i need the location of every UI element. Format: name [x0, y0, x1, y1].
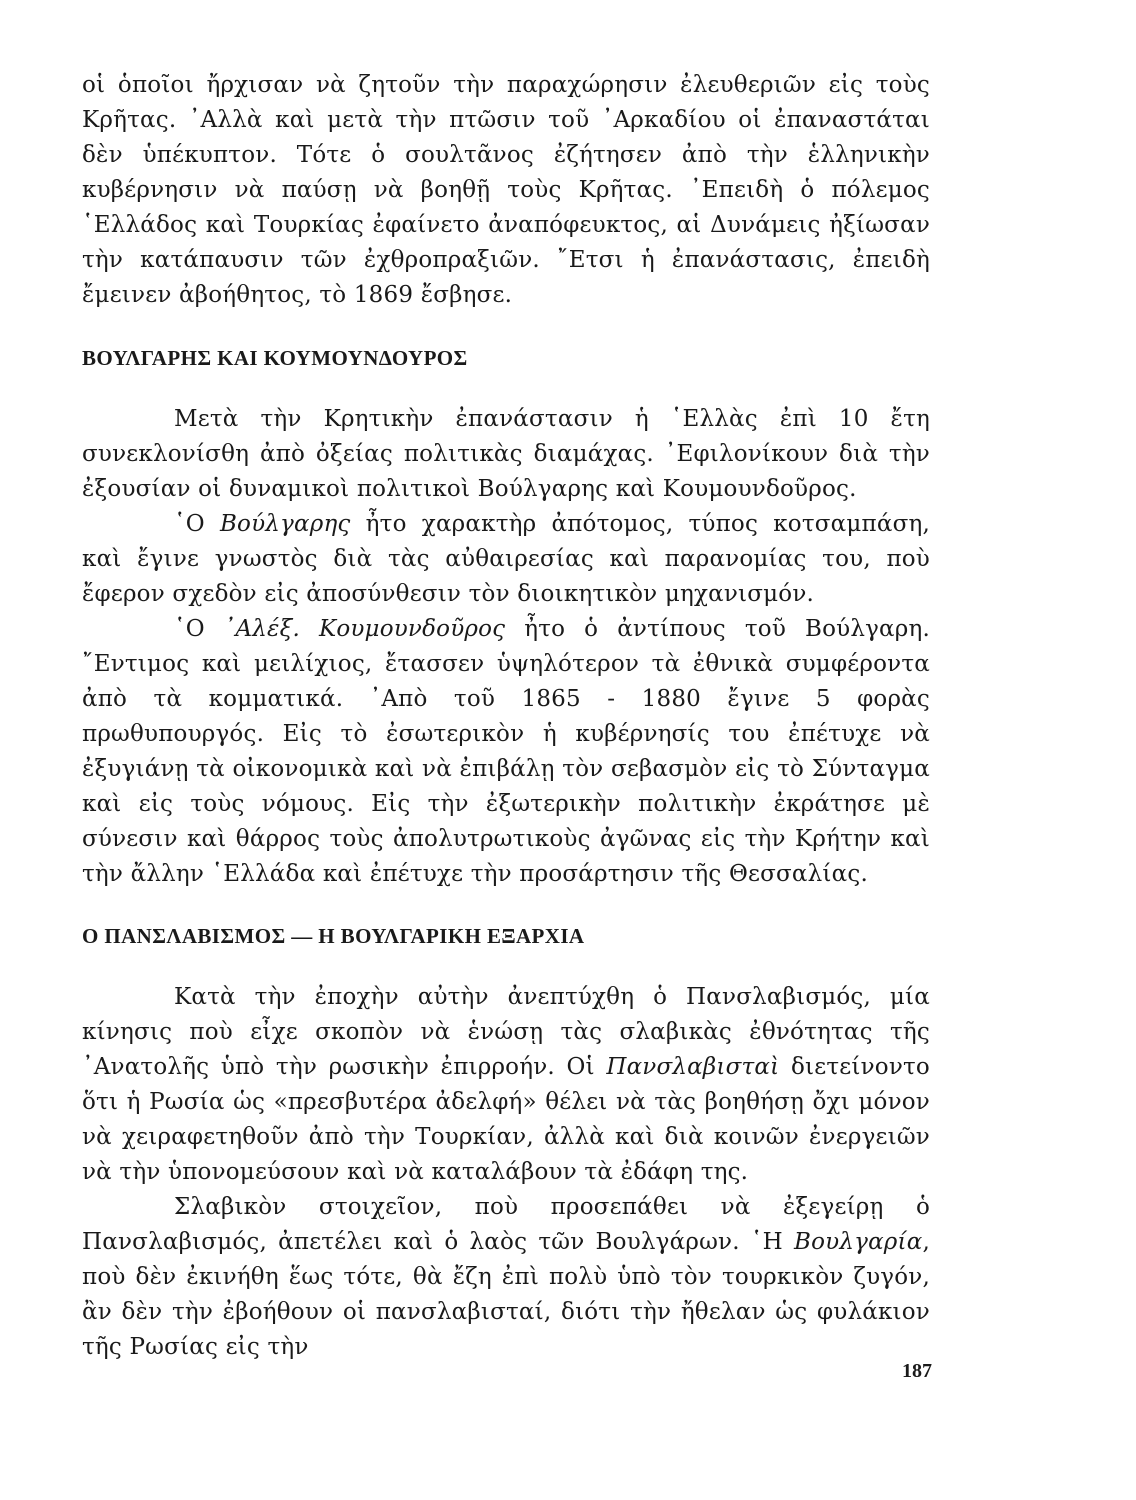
page-number: 187: [902, 1360, 932, 1382]
paragraph-5-italic-term: Πανσλαβισταὶ: [606, 1054, 780, 1080]
paragraph-4-start: ῾Ο: [174, 616, 224, 642]
paragraph-5-start: Κατὰ τὴν ἐποχὴν αὐτὴν ἀνεπτύχθη ὁ Πανσλαβισμός, μία κίνησις ποὺ εἶχε σκοπὸν νὰ ἑνώσῃ τὰς σλαβικὰς ἐθνότητας τῆς ᾿Ανατολῆς ὑπὸ τὴν ρωσικὴν ἐπιρροήν. Οἱ: [82, 984, 930, 1080]
paragraph-3-start: ῾Ο: [174, 511, 220, 537]
paragraph-2: Μετὰ τὴν Κρητικὴν ἐπανάστασιν ἡ ῾Ελλὰς ἐπὶ 10 ἔτη συνεκλονίσθη ἀπὸ ὀξείας πολιτικὰς διαμάχας. ᾿Εφιλονίκουν διὰ τὴν ἐξουσίαν οἱ δυναμικοὶ πολιτικοὶ Βούλγαρης καὶ Κουμουνδοῦρος.: [82, 406, 930, 502]
paragraph-6-italic-term: Βουλγαρία: [794, 1229, 923, 1255]
paragraph-3-italic-name: Βούλγαρης: [219, 511, 351, 537]
paragraph-5: [82, 980, 930, 1190]
section-heading-voulgaris-koumoundouros: ΒΟΥΛΓΑΡΗΣ ΚΑΙ ΚΟΥΜΟΥΝΔΟΥΡΟΣ: [82, 346, 468, 370]
paragraph-6-rest: , ποὺ δὲν ἐκινήθη ἕως τότε, θὰ ἔζη ἐπὶ πολὺ ὑπὸ τὸν τουρκικὸν ζυγόν, ἂν δὲν τὴν ἐβοήθουν οἱ πανσλαβισταί, διότι τὴν ἤθελαν ὡς φυλάκιον τῆς Ρωσίας εἰς τὴν: [82, 1229, 930, 1360]
paragraph-4-italic-name: ᾿Αλέξ. Κουμουνδοῦρος: [223, 616, 506, 642]
section-heading-panslavism: Ο ΠΑΝΣΛΑΒΙΣΜΟΣ — Η ΒΟΥΛΓΑΡΙΚΗ ΕΞΑΡΧΙΑ: [82, 924, 585, 948]
paragraph-6-start: Σλαβικὸν στοιχεῖον, ποὺ προσεπάθει νὰ ἐξεγείρῃ ὁ Πανσλαβισμός, ἀπετέλει καὶ ὁ λαὸς τῶν Βουλγάρων. ῾Η: [82, 1194, 930, 1255]
paragraph-1: οἱ ὁποῖοι ἤρχισαν νὰ ζητοῦν τὴν παραχώρησιν ἐλευθεριῶν εἰς τοὺς Κρῆτας. ᾿Αλλὰ καὶ μετὰ τὴν πτῶσιν τοῦ ᾿Αρκαδίου οἱ ἐπαναστάται δὲν ὑπέκυπτον. Τότε ὁ σουλτᾶνος ἐζήτησεν ἀπὸ τὴν ἑλληνικὴν κυβέρνησιν νὰ παύσῃ νὰ βοηθῇ τοὺς Κρῆτας. ᾿Επειδὴ ὁ πόλεμος ῾Ελλάδος καὶ Τουρκίας ἐφαίνετο ἀναπόφευκτος, αἱ Δυνάμεις ἠξίωσαν τὴν κατάπαυσιν τῶν ἐχθροπραξιῶν. ῎Ετσι ἡ ἐπανάστασις, ἐπειδὴ ἔμεινεν ἀβοήθητος, τὸ 1869 ἔσβησε.: [82, 72, 930, 308]
paragraph-5-rest: διετείνοντο ὅτι ἡ Ρωσία ὡς «πρεσβυτέρα ἀδελφή» θέλει νὰ τὰς βοηθήσῃ ὄχι μόνον νὰ χειραφετηθοῦν ἀπὸ τὴν Τουρκίαν, ἀλλὰ καὶ διὰ κοινῶν ἐνεργειῶν νὰ τὴν ὑπονομεύσουν καὶ νὰ καταλάβουν τὰ ἐδάφη της.: [82, 1054, 930, 1185]
paragraph-4-rest: ἦτο ὁ ἀντίπους τοῦ Βούλγαρη. ῎Εντιμος καὶ μειλίχιος, ἔτασσεν ὑψηλότερον τὰ ἐθνικὰ συμφέροντα ἀπὸ τὰ κομματικά. ᾿Απὸ τοῦ 1865 - 1880 ἔγινε 5 φορὰς πρωθυπουργός. Εἰς τὸ ἐσωτερικὸν ἡ κυβέρνησίς του ἐπέτυχε νὰ ἐξυγιάνῃ τὰ οἰκονομικὰ καὶ νὰ ἐπιβάλῃ τὸν σεβασμὸν εἰς τὸ Σύνταγμα καὶ εἰς τοὺς νόμους. Εἰς τὴν ἐξωτερικὴν πολιτικὴν ἐκράτησε μὲ σύνεσιν καὶ θάρρος τοὺς ἀπολυτρωτικοὺς ἀγῶνας εἰς τὴν Κρήτην καὶ τὴν ἄλλην ῾Ελλάδα καὶ ἐπέτυχε τὴν προσάρτησιν τῆς Θεσσαλίας.: [82, 616, 930, 887]
paragraph-3-rest: ἦτο χαρακτὴρ ἀπότομος, τύπος κοτσαμπάση, καὶ ἔγινε γνωστὸς διὰ τὰς αὐθαιρεσίας καὶ παρανομίας του, ποὺ ἔφερον σχεδὸν εἰς ἀποσύνθεσιν τὸν διοικητικὸν μηχανισμόν.: [82, 511, 930, 607]
paragraph-6: [82, 1190, 930, 1365]
paragraph-3: [82, 507, 930, 612]
paragraph-4: [82, 612, 930, 892]
page-body: [82, 68, 930, 1365]
